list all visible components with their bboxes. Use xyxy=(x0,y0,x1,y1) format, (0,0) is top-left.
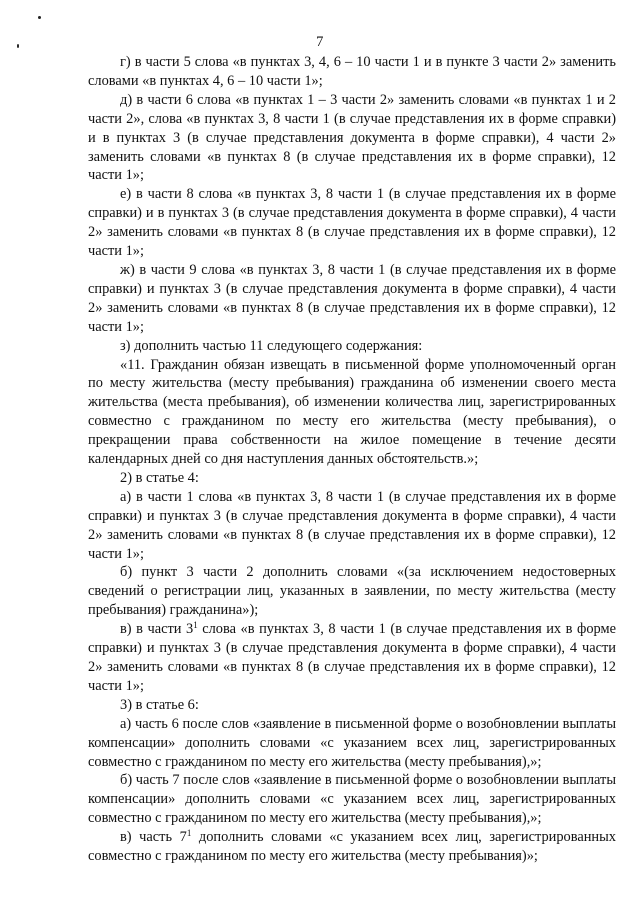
paragraph-text: в) в части 3 xyxy=(120,621,194,638)
paragraph-text: з) дополнить частью 11 следующего содержания: xyxy=(120,337,423,354)
paragraph-s4a xyxy=(88,488,616,564)
paragraph-text: г) в части 5 слова «в пунктах 3, 4, 6 – 10 части 1 и в пункте 3 части 2» заменить словами «в пунктах 4, 6 – 10 части 1»; xyxy=(88,54,616,89)
paragraph-text: «11. Гражданин обязан извещать в письменной форме уполномоченный орган по месту жительства (месту пребывания) гражданина об изменении своего места жительства (места пребывания), об изменении количества лиц, зарегистрированных совместно с гражданином по месту его жительства (месту пребывания), о прекращении права собственности на жилое помещение в течение десяти календарных дней со дня наступления данных обстоятельств.»; xyxy=(88,356,616,468)
paragraph-s4b xyxy=(88,563,616,620)
paragraph-text: е) в части 8 слова «в пунктах 3, 8 части 1 (в случае представления их в форме справки) и в пунктах 3 (в случае представления документа в форме справки), 4 части 2» заменить словами «в пунктах 8 (в случае представления их в форме справки), 12 части 1»; xyxy=(88,186,616,260)
paragraph-s4 xyxy=(88,469,616,488)
paragraph-z11 xyxy=(88,356,616,469)
paragraph-text: а) в части 1 слова «в пунктах 3, 8 части 1 (в случае представления их в форме справки) и пунктах 3 (в случае представления документа в форме справки), 4 части 2» заменить словами «в пунктах 8 (в случае представления их в форме справки), 12 части 1»; xyxy=(88,488,616,562)
paragraph-s4v xyxy=(88,620,616,696)
paragraph-text: б) пункт 3 части 2 дополнить словами «(за исключением недостоверных сведений о регистрации лиц, указанных в заявлении, по месту жительства (месту пребывания) гражданина»); xyxy=(88,564,616,619)
superscript-index: 1 xyxy=(186,828,192,839)
paragraph-text: дополнить словами «с указанием всех лиц, зарегистрированных совместно с гражданином по месту его жительства (месту пребывания)»; xyxy=(88,829,616,865)
paragraph-g xyxy=(88,53,616,91)
scan-speck xyxy=(38,16,41,19)
paragraph-e xyxy=(88,185,616,261)
paragraph-text: в) часть 7 xyxy=(120,829,187,846)
paragraph-text: б) часть 7 после слов «заявление в письменной форме о возобновлении выплаты компенсации» дополнить словами «с указанием всех лиц, зарегистрированных совместно с гражданином по месту его жительства (месту пребывания),»; xyxy=(88,772,616,827)
paragraph-s6 xyxy=(88,696,616,715)
paragraph-text: 2) в статье 4: xyxy=(120,469,199,486)
paragraph-s6v xyxy=(88,828,616,866)
paragraph-d xyxy=(88,91,616,186)
page-number: 7 xyxy=(316,34,324,50)
paragraph-z xyxy=(88,337,616,356)
document-body xyxy=(88,53,616,866)
paragraph-text: ж) в части 9 слова «в пунктах 3, 8 части 1 (в случае представления их в форме справки) и пунктах 3 (в случае представления документа в форме справки), 4 части 2» заменить словами «в пунктах 8 (в случае представления их в форме справки), 12 части 1»; xyxy=(88,261,616,335)
paragraph-text: слова «в пунктах 3, 8 части 1 (в случае представления их в форме справки) и пунктах 3 (в случае представления документа в форме справки), 4 части 2» заменить словами «в пунктах 8 (в случае представления их в форме справки), 12 части 1»; xyxy=(88,621,616,694)
superscript-index: 1 xyxy=(193,620,198,631)
paragraph-text: 3) в статье 6: xyxy=(120,696,199,713)
paragraph-s6b xyxy=(88,771,616,828)
paragraph-s6a xyxy=(88,715,616,772)
paragraph-text: д) в части 6 слова «в пунктах 1 – 3 части 2» заменить словами «в пунктах 1 и 2 части 2», слова «в пунктах 3, 8 части 1 (в случае представления их в форме справки) и в пунктах 3 (в случае представления документа в форме справки), 4 части 2» заменить словами «в пунктах 8 (в случае представления их в форме справки), 12 части 1»; xyxy=(88,91,616,184)
paragraph-text: а) часть 6 после слов «заявление в письменной форме о возобновлении выплаты компенсации» дополнить словами «с указанием всех лиц, зарегистрированных совместно с гражданином по месту его жительства (месту пребывания),»; xyxy=(88,715,616,770)
paragraph-zh xyxy=(88,261,616,337)
